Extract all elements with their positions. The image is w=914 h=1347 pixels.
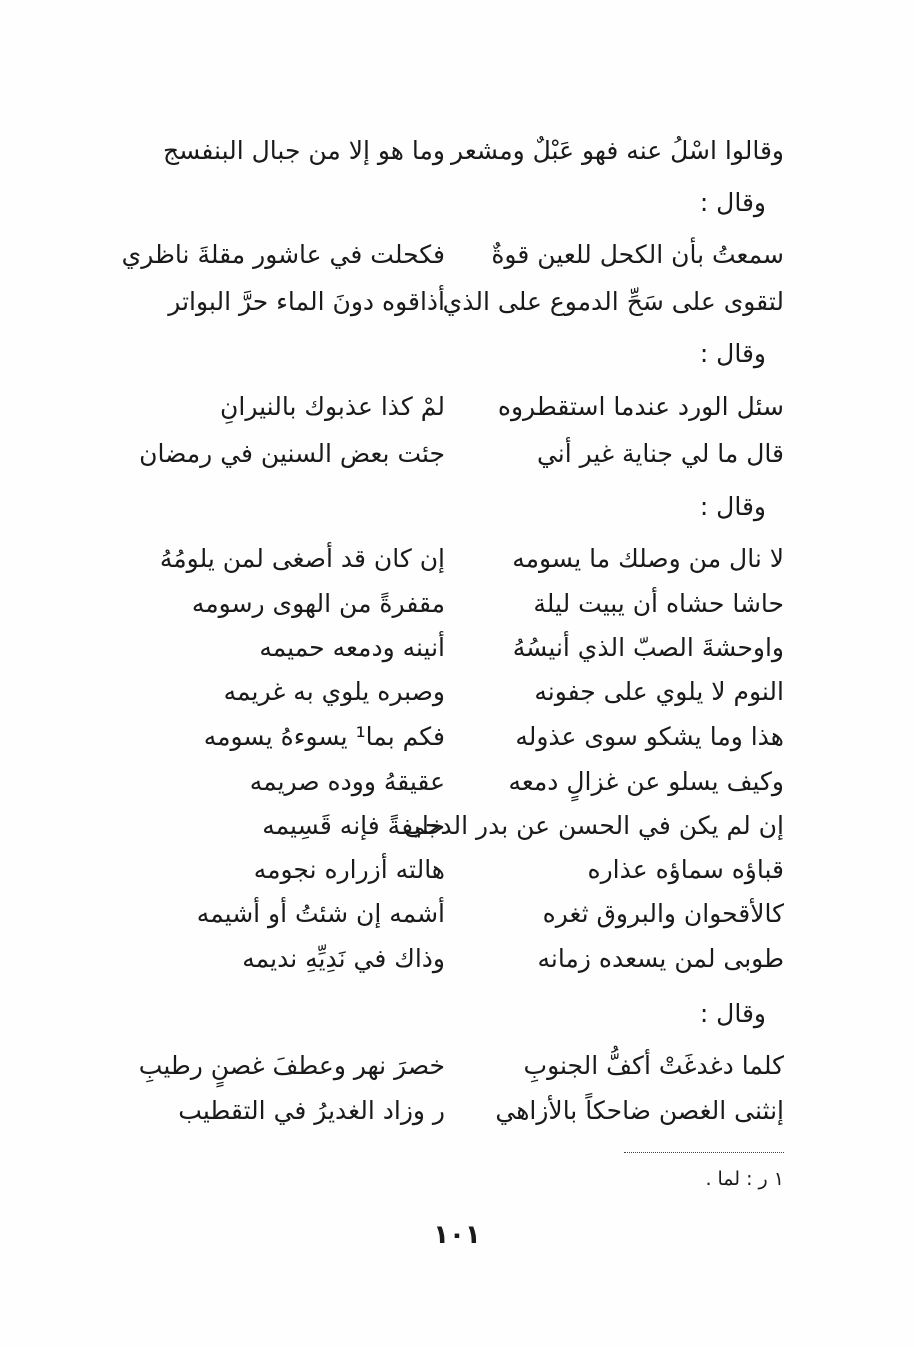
qala-heading: وقال : xyxy=(699,492,766,521)
verse-hemistich-left: عقيقهُ ووده صريمه xyxy=(249,767,445,796)
verse-hemistich-left: فكحلت في عاشور مقلةَ ناظري xyxy=(121,240,445,269)
verse-hemistich-left: هالته أزراره نجومه xyxy=(253,855,445,884)
verse-hemistich-left: جئت بعض السنين في رمضان xyxy=(139,439,445,468)
verse-hemistich-right: إنثنى الغصن ضاحكاً بالأزاهي xyxy=(495,1096,784,1125)
verse-hemistich-right: سمعتُ بأن الكحل للعين قوةٌ xyxy=(491,240,784,269)
verse-hemistich-left: إن كان قد أصغى لمن يلومُهُ xyxy=(159,544,445,573)
verse-hemistich-left: أذاقوه دونَ الماء حرَّ البواتر xyxy=(168,287,445,316)
verse-hemistich-right: النوم لا يلوي على جفونه xyxy=(534,677,784,706)
verse-hemistich-left: ر وزاد الغديرُ في التقطيب xyxy=(178,1096,445,1125)
verse-hemistich-right: كالأقحوان والبروق ثغره xyxy=(542,899,784,928)
verse-hemistich-left: لمْ كذا عذبوك بالنيرانِ xyxy=(220,392,445,421)
verse-hemistich-right: وقالوا اسْلُ عنه فهو عَبْلٌ ومشعر xyxy=(451,136,784,165)
verse-hemistich-right: إن لم يكن في الحسن عن بدر الدجى xyxy=(404,811,784,840)
footnote: ١ ر : لما . xyxy=(705,1168,784,1190)
verse-hemistich-right: هذا وما يشكو سوى عذوله xyxy=(515,722,784,751)
verse-hemistich-left: أنينه ودمعه حميمه xyxy=(259,633,445,662)
verse-hemistich-right: لا نال من وصلك ما يسومه xyxy=(512,544,784,573)
verse-hemistich-right: طوبى لمن يسعده زمانه xyxy=(537,944,784,973)
verse-hemistich-left: وذاك في نَدِيِّهِ نديمه xyxy=(242,944,445,973)
qala-heading: وقال : xyxy=(699,999,766,1028)
verse-hemistich-right: واوحشةَ الصبّ الذي أنيسُهُ xyxy=(512,633,784,662)
verse-hemistich-right: سئل الورد عندما استقطروه xyxy=(497,392,784,421)
verse-hemistich-left: أشمه إن شئتُ أو أشيمه xyxy=(196,899,445,928)
verse-hemistich-left: وصبره يلوي به غريمه xyxy=(223,677,445,706)
page-number: ١٠١ xyxy=(433,1220,481,1250)
verse-hemistich-left: فكم بما¹ يسوءهُ يسومه xyxy=(203,722,445,751)
verse-hemistich-right: حاشا حشاه أن يبيت ليلة xyxy=(533,589,784,618)
qala-heading: وقال : xyxy=(699,188,766,217)
qala-heading: وقال : xyxy=(699,339,766,368)
verse-hemistich-left: خصرَ نهر وعطفَ غصنٍ رطيبِ xyxy=(138,1051,445,1080)
footnote-separator xyxy=(624,1152,784,1153)
verse-hemistich-right: قباؤه سماؤه عذاره xyxy=(587,855,784,884)
verse-hemistich-right: كلما دغدغَتْ أكفُّ الجنوبِ xyxy=(523,1051,784,1080)
verse-hemistich-right: وكيف يسلو عن غزالٍ دمعه xyxy=(508,767,784,796)
verse-hemistich-right: قال ما لي جناية غير أني xyxy=(536,439,784,468)
verse-hemistich-left: خليفةً فإنه قَسِيمه xyxy=(262,811,445,840)
verse-hemistich-left: وما هو إلا من جبال البنفسج xyxy=(162,136,445,165)
verse-hemistich-left: مقفرةً من الهوى رسومه xyxy=(191,589,445,618)
verse-hemistich-right: لتقوى على سَحِّ الدموع على الذي xyxy=(442,287,784,316)
